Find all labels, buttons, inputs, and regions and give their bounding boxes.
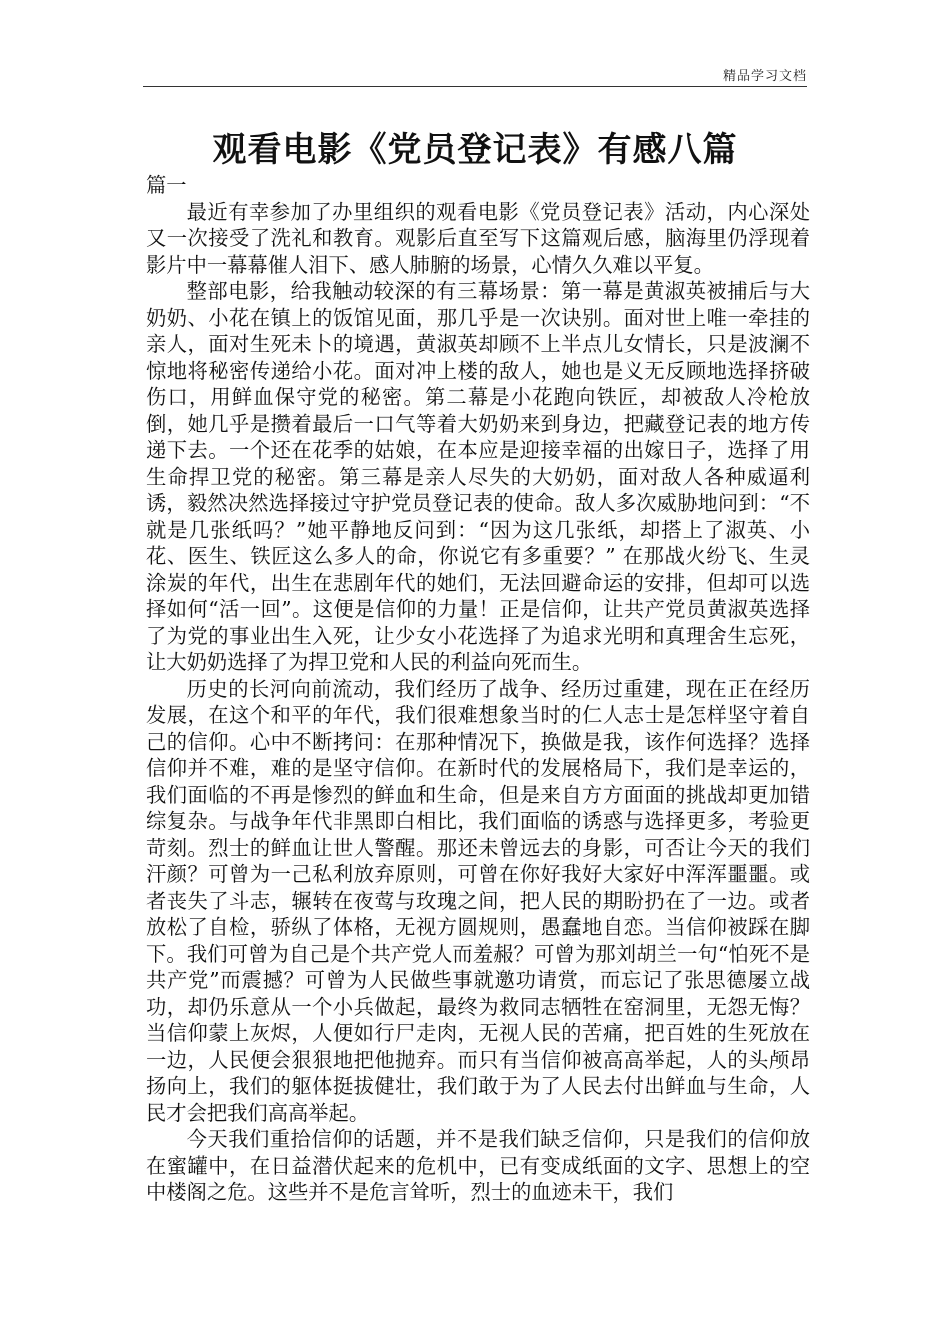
- paragraph-3: 历史的长河向前流动，我们经历了战争、经历过重建，现在正在经历发展，在这个和平的年代，我们很难想象当时的仁人志士是怎样坚守着自己的信仰。心中不断拷问：在那种情况下，换做是我，该作何选择？选择信仰并不难，难的是坚守信仰。在新时代的发展格局下，我们是幸运的，我们面临的不再是惨烈的鲜血和生命，但是来自方方面面的挑战却更加错综复杂。与战争年代非黑即白相比，我们面临的诱惑与选择更多，考验更苛刻。烈士的鲜血让世人警醒。那还未曾远去的身影，可否让今天的我们汗颜？可曾为一己私利放弃原则，可曾在你好我好大家好中浑浑噩噩。或者丧失了斗志，辗转在夜莺与玫瑰之间，把人民的期盼扔在了一边。或者放松了自检，骄纵了体格，无视方圆规则，愚蠢地自恋。当信仰被踩在脚下。我们可曾为自己是个共产党人而羞赧？可曾为那刘胡兰一句“怕死不是共产党”而震撼？可曾为人民做些事就邀功请赏，而忘记了张思德屡立战功，却仍乐意从一个小兵做起，最终为救同志牺牲在窑洞里，无怨无悔？当信仰蒙上灰烬，人便如行尸走肉，无视人民的苦痛，把百姓的生死放在一边，人民便会狠狠地把他抛弃。而只有当信仰被高高举起，人的头颅昂扬向上，我们的躯体挺拔健壮，我们敢于为了人民去付出鲜血与生命，人民才会把我们高高举起。: [146, 676, 810, 1125]
- document-title: 观看电影《党员登记表》有感八篇: [212, 130, 738, 170]
- document-body: [146, 172, 810, 1206]
- paragraph-2: 整部电影，给我触动较深的有三幕场景：第一幕是黄淑英被捕后与大奶奶、小花在镇上的饭馆见面，那几乎是一次诀别。面对世上唯一牵挂的亲人，面对生死未卜的境遇，黄淑英却顾不上半点儿女情长，只是波澜不惊地将秘密传递给小花。面对冲上楼的敌人，她也是义无反顾地选择挤破伤口，用鲜血保守党的秘密。第二幕是小花跑向铁匠，却被敌人冷枪放倒，她几乎是攒着最后一口气等着大奶奶来到身边，把藏登记表的地方传递下去。一个还在花季的姑娘，在本应是迎接幸福的出嫁日子，选择了用生命捍卫党的秘密。第三幕是亲人尽失的大奶奶，面对敌人各种威逼利诱，毅然决然选择接过守护党员登记表的使命。敌人多次威胁地问到：“不就是几张纸吗？”她平静地反问到：“因为这几张纸，却搭上了淑英、小花、医生、铁匠这么多人的命，你说它有多重要？” 在那战火纷飞、生灵涂炭的年代，出生在悲剧年代的她们，无法回避命运的安排，但却可以选择如何“活一回”。这便是信仰的力量！正是信仰，让共产党员黄淑英选择了为党的事业出生入死，让少女小花选择了为追求光明和真理舍生忘死，让大奶奶选择了为捍卫党和人民的利益向死而生。: [146, 279, 810, 674]
- paragraph-4: 今天我们重拾信仰的话题，并不是我们缺乏信仰，只是我们的信仰放在蜜罐中，在日益潜伏起来的危机中，已有变成纸面的文字、思想上的空中楼阁之危。这些并不是危言耸听，烈士的血迹未干，我们: [146, 1127, 810, 1204]
- header-label: 精品学习文档: [722, 69, 807, 84]
- header-rule: [143, 86, 807, 87]
- paragraph-1: 最近有幸参加了办里组织的观看电影《党员登记表》活动，内心深处又一次接受了洗礼和教育。观影后直至写下这篇观后感，脑海里仍浮现着影片中一幕幕催人泪下、感人肺腑的场景，心情久久难以平复。: [146, 199, 810, 277]
- section-label: 篇一: [146, 173, 187, 197]
